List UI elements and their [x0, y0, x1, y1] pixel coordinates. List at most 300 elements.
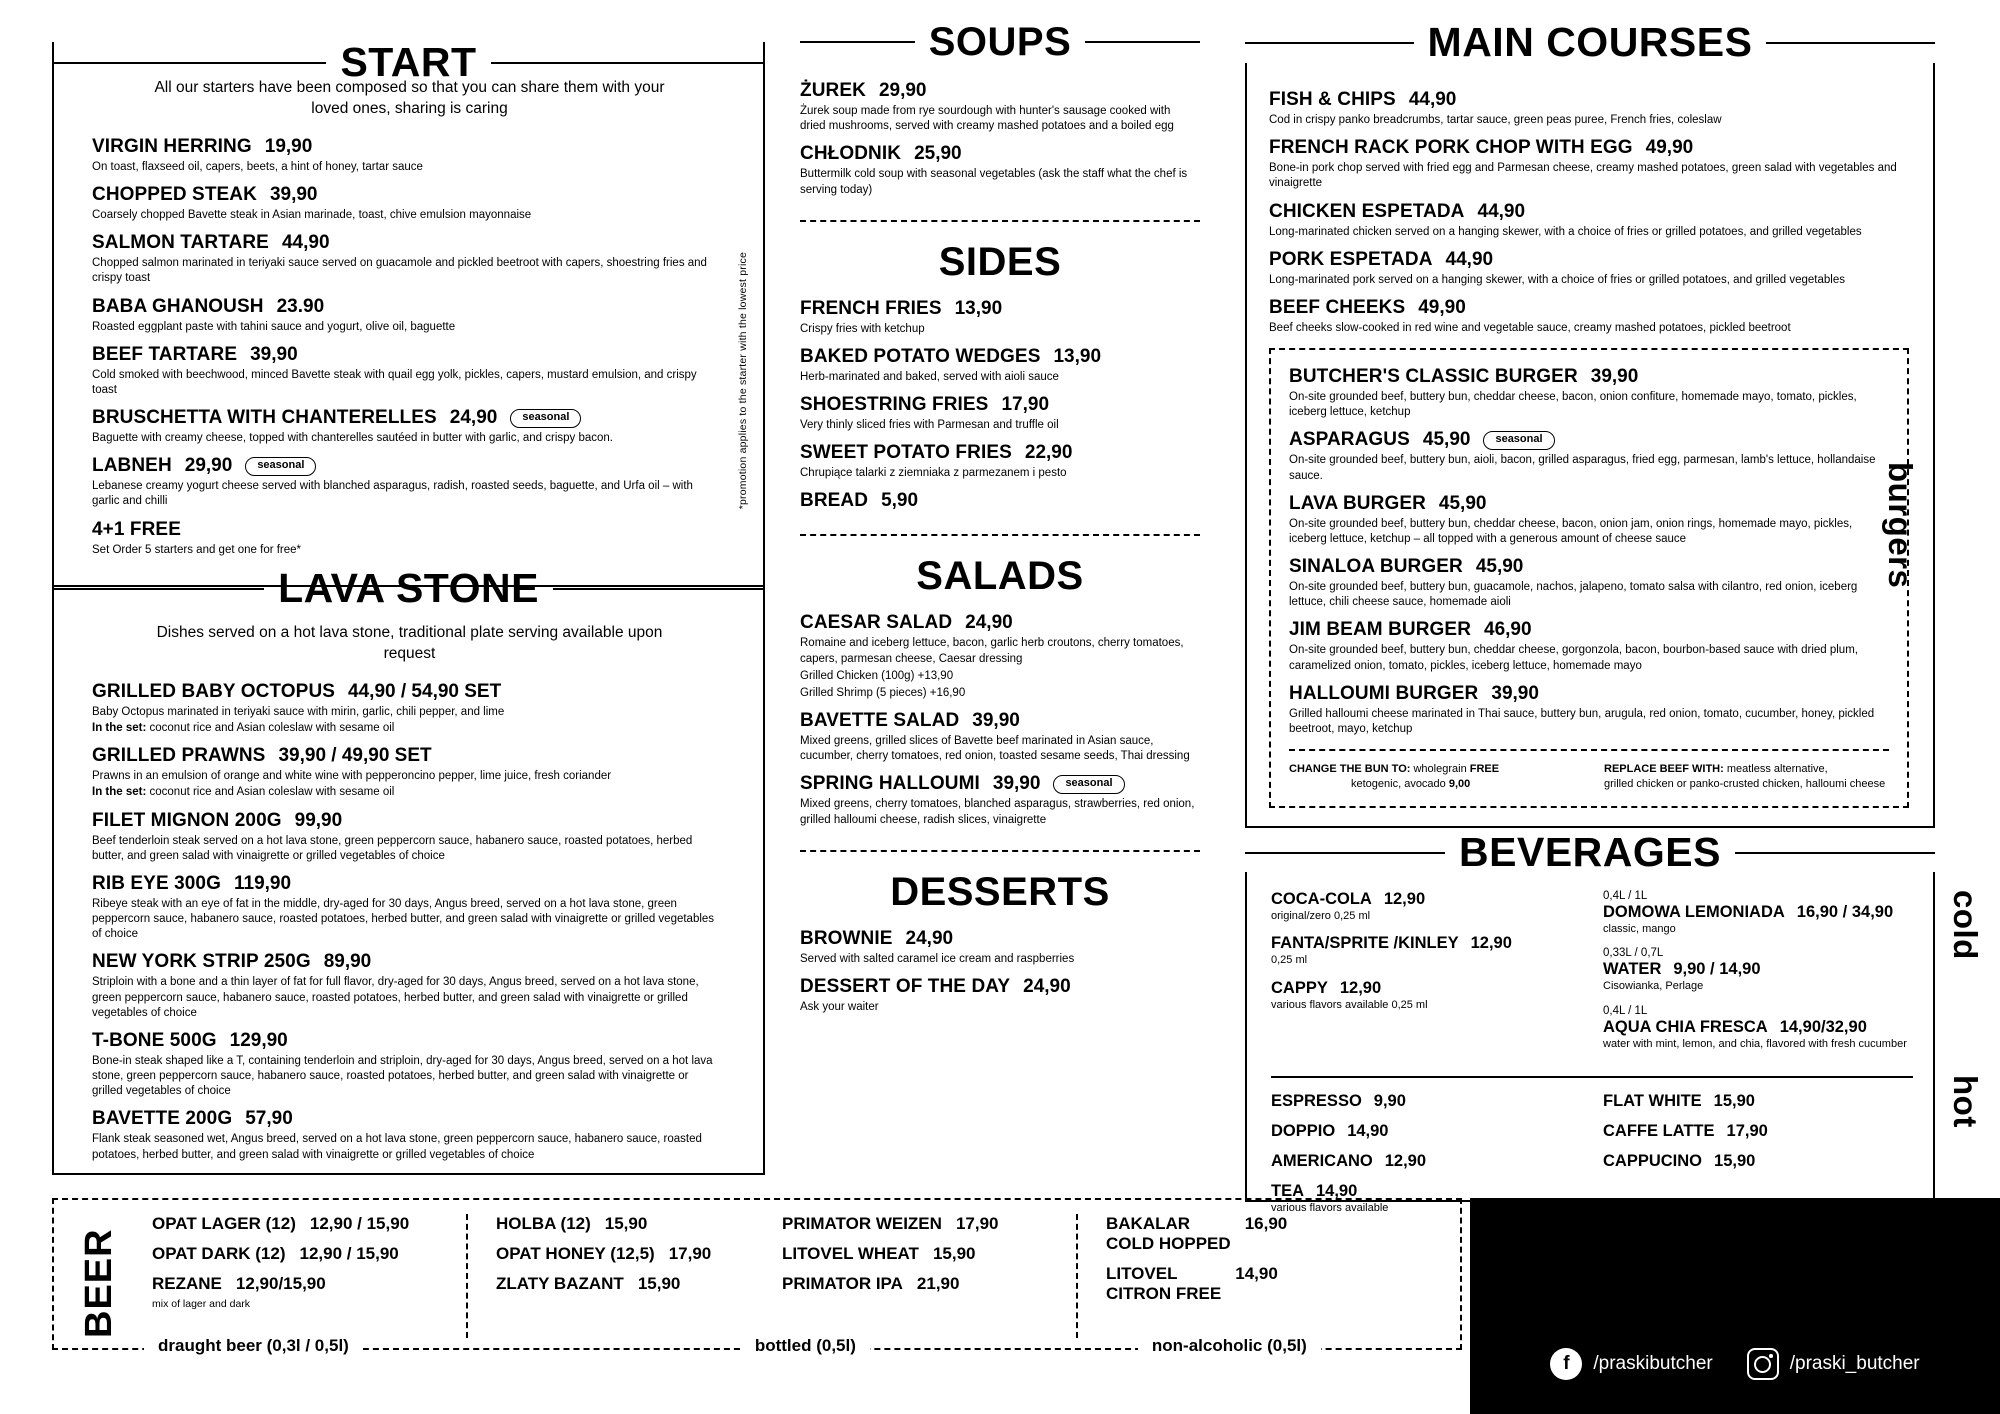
- menu-item-description: Ribeye steak with an eye of fat in the middle, dry-aged for 30 days, Angus breed, served on a hot lava stone, green peppercorn sauce, habanero sauce, roasted potatoes, herbed butter, and green salad with vinaigrette or grilled vegetables of choice: [92, 897, 715, 941]
- menu-item-price: 39,90: [250, 343, 298, 365]
- menu-item-price: 44,90: [1408, 89, 1457, 110]
- beverage-description: water with mint, lemon, and chia, flavored with fresh cucumber: [1603, 1037, 1907, 1050]
- burger-options: [1289, 762, 1889, 792]
- menu-item-row: [92, 951, 727, 973]
- beverage-name: AMERICANO: [1271, 1151, 1373, 1170]
- beer-item: [1106, 1214, 1380, 1254]
- change-bun-option: [1289, 762, 1574, 792]
- section-header-main-courses: [1245, 19, 1935, 65]
- beer-item: [496, 1274, 750, 1294]
- section-header-soups: [800, 22, 1200, 62]
- facebook-handle: /praskibutcher: [1593, 1353, 1713, 1374]
- beverage-item: [1271, 890, 1581, 923]
- beer-price: 15,90: [637, 1274, 681, 1293]
- beverage-row: [1603, 1018, 1913, 1037]
- beer-item: [782, 1214, 1060, 1234]
- beverage-name: COCA-COLA: [1271, 890, 1372, 908]
- beverage-description: various flavors available 0,25 ml: [1271, 998, 1428, 1011]
- menu-item: [92, 681, 727, 736]
- sides-title: SIDES: [938, 239, 1062, 284]
- menu-item-description: Mixed greens, grilled slices of Bavette beef marinated in Asian sauce, cucumber, cherry tomatoes, red onion, toasted sesame seeds, Thai dressing: [800, 735, 1190, 763]
- soups-title: SOUPS: [928, 20, 1072, 64]
- menu-item-row: [1289, 493, 1889, 515]
- menu-item-description: Romaine and iceberg lettuce, bacon, garlic herb croutons, cherry tomatoes, capers, parmesan cheese, Caesar dressing: [800, 637, 1184, 665]
- beverage-item: [1603, 1152, 1913, 1171]
- menu-item: [1269, 201, 1909, 240]
- beverage-item: [1271, 1152, 1581, 1171]
- menu-item-name: BRUSCHETTA WITH CHANTERELLES: [92, 407, 437, 429]
- section-header-sides: [800, 239, 1200, 284]
- beer-item: [152, 1244, 450, 1264]
- menu-item: [92, 745, 727, 800]
- menu-item-price: 45,90: [1422, 429, 1471, 451]
- menu-item-description: Roasted eggplant paste with tahini sauce and yogurt, olive oil, baguette: [92, 320, 456, 333]
- beer-name: PRIMATOR IPA: [782, 1274, 903, 1293]
- menu-item-price: 39,90: [1491, 682, 1539, 704]
- beverage-item: [1603, 1092, 1913, 1111]
- header-rule-left: [1245, 42, 1414, 44]
- menu-item-row: [800, 773, 1200, 795]
- menu-item-name: BEEF TARTARE: [92, 343, 238, 365]
- beer-note: mix of lager and dark: [152, 1298, 251, 1310]
- menu-item: [92, 1030, 727, 1100]
- beverage-item: [1603, 1122, 1913, 1141]
- menu-item-price: 89,90: [323, 951, 372, 973]
- menu-item-price: 13,90: [954, 297, 1003, 319]
- beer-name: LITOVEL WHEAT: [782, 1244, 919, 1263]
- header-rule-left: [1245, 852, 1445, 854]
- menu-item-name: CHICKEN ESPETADA: [1269, 200, 1465, 222]
- beer-bottled-a-column: [466, 1214, 766, 1338]
- menu-item: [1289, 556, 1889, 610]
- beverage-row: [1271, 1122, 1581, 1141]
- menu-item-name: GRILLED BABY OCTOPUS: [92, 680, 336, 702]
- beverage-row: [1271, 1152, 1581, 1171]
- menu-item: [92, 407, 727, 446]
- change-bun-label: CHANGE THE BUN TO:: [1289, 763, 1411, 776]
- menu-item-set-info: In the set: coconut rice and Asian coleslaw with sesame oil: [92, 722, 395, 735]
- beverage-price: 9,90: [1373, 1091, 1406, 1110]
- menu-item: [1289, 429, 1889, 483]
- menu-item-name: T-BONE 500G: [92, 1029, 217, 1051]
- beer-name: OPAT DARK (12): [152, 1244, 286, 1263]
- menu-item-name: CHOPPED STEAK: [92, 184, 257, 206]
- menu-item: [92, 810, 727, 864]
- menu-item-description: On-site grounded beef, buttery bun, cheddar cheese, bacon, onion confiture, homemade mayo, tomato, pickles, iceberg lettuce, ketchup: [1289, 391, 1857, 419]
- beer-item: [1106, 1264, 1380, 1304]
- menu-item-price: 57,90: [245, 1108, 293, 1130]
- menu-item-description: Bone-in pork chop served with fried egg and Parmesan cheese, creamy mashed potatoes, green salad with vegetables and vinaigrette: [1269, 162, 1897, 190]
- right-column: [1245, 19, 1935, 828]
- menu-item-name: DESSERT OF THE DAY: [800, 975, 1011, 997]
- menu-item-price: 44,90: [1477, 200, 1526, 222]
- menu-item-description: Very thinly sliced fries with Parmesan and truffle oil: [800, 419, 1059, 432]
- beverage-price: 12,90: [1470, 934, 1512, 953]
- menu-item-description: Beef tenderloin steak served on a hot lava stone, green peppercorn sauce, habanero sauce, roasted potatoes, herbed butter, and green salad with vinaigrette or grilled vegetables of choice: [92, 834, 693, 862]
- beverage-item: [1271, 1092, 1581, 1111]
- beverage-row: [1271, 890, 1581, 909]
- beverage-item: [1271, 979, 1581, 1012]
- menu-item-name: BREAD: [800, 490, 869, 512]
- caption-bottled: bottled (0,5l): [741, 1336, 870, 1356]
- lava-stone-section: [52, 587, 765, 1175]
- beverage-price: 15,90: [1713, 1091, 1755, 1110]
- menu-item-row: [92, 455, 727, 477]
- menu-item-price: 39,90: [269, 184, 318, 206]
- menu-item-set-info: In the set: coconut rice and Asian coleslaw with sesame oil: [92, 786, 395, 799]
- beverage-item: [1271, 1122, 1581, 1141]
- menu-item-row: [800, 976, 1200, 998]
- menu-item-name: CAESAR SALAD: [800, 612, 953, 634]
- beer-name: OPAT LAGER (12): [152, 1214, 296, 1233]
- menu-item-name: BABA GHANOUSH: [92, 295, 264, 317]
- sides-items-list: [800, 298, 1200, 513]
- menu-item-description: On toast, flaxseed oil, capers, beets, a hint of honey, tartar sauce: [92, 160, 423, 173]
- menu-item-price: 119,90: [233, 872, 292, 894]
- lava-items-list: [92, 681, 727, 1163]
- menu-item-name: JIM BEAM BURGER: [1289, 619, 1472, 641]
- menu-item: [1269, 297, 1909, 336]
- menu-item-row: [800, 928, 1200, 950]
- menu-item-row: [92, 344, 727, 366]
- header-rule-right: [1735, 852, 1935, 854]
- main-items-list: [1269, 89, 1909, 336]
- section-header-desserts: [800, 869, 1200, 914]
- instagram-icon: [1747, 1348, 1779, 1380]
- menu-item-description: Mixed greens, cherry tomatoes, blanched asparagus, strawberries, red onion, grilled halloumi cheese, radish slices, vinaigrette: [800, 798, 1195, 826]
- caption-draught: draught beer (0,3l / 0,5l): [144, 1336, 363, 1356]
- beer-price: 21,90: [916, 1274, 960, 1293]
- cold-side-label: cold: [1947, 890, 1984, 960]
- beverage-name: DOPPIO: [1271, 1121, 1336, 1140]
- beverages-divider: [1271, 1076, 1913, 1078]
- menu-item-row: [92, 136, 727, 158]
- menu-item-price: 44,90: [1445, 248, 1494, 270]
- menu-item-name: ASPARAGUS: [1289, 429, 1410, 451]
- divider-sides-salads: [800, 534, 1200, 536]
- menu-item-description: Cold smoked with beechwood, minced Bavette steak with quail egg yolk, pickles, capers, mustard emulsion, and crispy toast: [92, 368, 697, 396]
- menu-item-price: 24,90: [905, 927, 954, 949]
- replace-beef-label: REPLACE BEEF WITH:: [1604, 763, 1724, 776]
- menu-item: [1289, 493, 1889, 547]
- menu-item-description: Crispy fries with ketchup: [800, 322, 925, 335]
- beer-price: 12,90/15,90: [235, 1274, 326, 1293]
- beer-price: 15,90: [932, 1244, 976, 1263]
- menu-item-description: Flank steak seasoned wet, Angus breed, served on a hot lava stone, green peppercorn sauce, habanero sauce, roasted potatoes, herbed butter, and green salad with vinaigrette or grilled vegetables of choice: [92, 1133, 702, 1161]
- menu-item-row: [800, 612, 1200, 634]
- menu-item-row: [92, 1108, 727, 1130]
- menu-item-name: SHOESTRING FRIES: [800, 394, 989, 416]
- menu-item: [800, 143, 1200, 197]
- beer-name: LITOVEL CITRON FREE: [1106, 1264, 1222, 1303]
- beer-word: BEER: [78, 1228, 120, 1338]
- beverage-name: WATER: [1603, 960, 1662, 979]
- replace-beef-option: [1604, 762, 1889, 792]
- menu-item-price: 39,90 / 49,90 SET: [278, 745, 432, 767]
- menu-item-price: 99,90: [294, 809, 343, 831]
- cold-beverages: [1271, 890, 1913, 1062]
- menu-item: [92, 136, 727, 175]
- menu-item-row: [92, 745, 727, 767]
- beverage-name: AQUA CHIA FRESCA: [1603, 1017, 1768, 1036]
- menu-item-row: [800, 442, 1200, 464]
- menu-item: [92, 951, 727, 1021]
- beverage-row: [1603, 903, 1913, 922]
- menu-item-description: Lebanese creamy yogurt cheese served with blanched asparagus, radish, roasted seeds, baguette, and Urfa oil – with garlic and chilli: [92, 480, 693, 508]
- beverage-description: Cisowianka, Perlage: [1603, 980, 1704, 993]
- menu-item-description: Cod in crispy panko breadcrumbs, tartar sauce, green peas puree, French fries, coleslaw: [1269, 114, 1722, 126]
- header-rule-right: [1085, 41, 1200, 43]
- menu-item-row: [92, 810, 727, 832]
- menu-item-name: FILET MIGNON 200G: [92, 809, 282, 831]
- menu-item-price: 44,90: [281, 232, 330, 254]
- beer-item: [496, 1214, 750, 1234]
- menu-item-price: 25,90: [914, 143, 962, 165]
- menu-item: [1269, 249, 1909, 288]
- beer-inner: [54, 1200, 1460, 1348]
- cold-left-column: [1271, 890, 1581, 1062]
- menu-item-name: PORK ESPETADA: [1269, 248, 1433, 270]
- menu-item-price: 5,90: [881, 490, 919, 512]
- menu-item-row: [1269, 201, 1909, 223]
- beverage-item: [1603, 1005, 1913, 1051]
- salads-title: SALADS: [916, 554, 1084, 599]
- beverage-price: 14,90: [1347, 1121, 1389, 1140]
- beverage-name: FANTA/SPRITE /KINLEY: [1271, 934, 1459, 953]
- menu-item: [92, 519, 727, 558]
- beverage-row: [1603, 960, 1913, 979]
- instagram-link[interactable]: [1747, 1348, 1920, 1380]
- menu-item-price: 46,90: [1484, 619, 1532, 641]
- menu-item-price: 23.90: [276, 295, 325, 317]
- seasonal-badge: seasonal: [245, 457, 316, 476]
- menu-item-row: [92, 184, 727, 206]
- menu-item-price: 39,90: [992, 773, 1041, 795]
- change-bun-bold-a: FREE: [1469, 763, 1500, 776]
- menu-item: [800, 490, 1200, 512]
- beer-price: 17,90: [668, 1244, 712, 1263]
- menu-item: [800, 442, 1200, 481]
- menu-item: [800, 928, 1200, 967]
- beverage-price: 12,90: [1339, 978, 1382, 997]
- beer-price: 17,90: [955, 1214, 999, 1233]
- burger-options-divider: [1289, 749, 1889, 751]
- divider-salads-desserts: [800, 850, 1200, 852]
- replace-beef-text-b: grilled chicken or panko-crusted chicken, halloumi cheese: [1604, 777, 1886, 790]
- menu-item-name: VIRGIN HERRING: [92, 135, 252, 157]
- menu-item-price: 49,90: [1418, 296, 1466, 318]
- beer-non-alcoholic-column: [1076, 1214, 1396, 1338]
- menu-item: [800, 612, 1200, 701]
- beverage-price: 16,90 / 34,90: [1796, 903, 1894, 921]
- desserts-title: DESSERTS: [890, 869, 1110, 914]
- menu-item-description: On-site grounded beef, buttery bun, aioli, bacon, grilled asparagus, fried egg, parmesan, lamb's lettuce, hollandaise sauce.: [1289, 454, 1876, 482]
- menu-item-row: [92, 873, 727, 895]
- beer-section: [52, 1198, 1462, 1350]
- menu-item: [1289, 683, 1889, 737]
- beverage-price: 14,90/32,90: [1779, 1017, 1867, 1036]
- beverage-row: [1271, 934, 1581, 953]
- menu-item-name: NEW YORK STRIP 250G: [92, 951, 311, 973]
- beverage-volume: 0,33L / 0,7L: [1603, 947, 1664, 960]
- menu-item-name: SINALOA BURGER: [1289, 556, 1463, 578]
- menu-item-name: GRILLED PRAWNS: [92, 745, 266, 767]
- menu-item-name: BAVETTE 200G: [92, 1108, 233, 1130]
- menu-item-description: Long-marinated chicken served on a hanging skewer, with a choice of fries or grilled potatoes, and grilled vegetables: [1269, 225, 1862, 238]
- menu-item-row: [92, 407, 727, 429]
- beer-bottled-b-column: [766, 1214, 1076, 1338]
- beverage-row: [1603, 1092, 1913, 1111]
- menu-item-price: 49,90: [1645, 137, 1694, 159]
- beverage-price: 17,90: [1726, 1121, 1768, 1140]
- menu-item-name: FRENCH RACK PORK CHOP WITH EGG: [1269, 137, 1633, 159]
- menu-item: [1269, 137, 1909, 191]
- beverage-item: [1603, 890, 1913, 936]
- cold-right-column: [1603, 890, 1913, 1062]
- beverage-row: [1603, 1152, 1913, 1171]
- burgers-box: [1269, 348, 1909, 808]
- menu-item-name: FRENCH FRIES: [800, 297, 942, 319]
- menu-item-description: Chopped salmon marinated in teriyaki sauce served on guacamole and pickled beetroot with capers, shoestring fries and crispy toast: [92, 257, 707, 285]
- menu-item-row: [800, 490, 1200, 512]
- menu-item: [1289, 366, 1889, 420]
- menu-item-price: 29,90: [878, 80, 927, 101]
- menu-item-row: [92, 519, 727, 541]
- beverage-volume: 0,4L / 1L: [1603, 1004, 1648, 1017]
- menu-item-price: 39,90: [972, 710, 1020, 732]
- beverages-section: [1245, 872, 1935, 1214]
- menu-item-description: Long-marinated pork served on a hanging skewer, with a choice of fries or grilled potatoes, and grilled vegetables: [1269, 273, 1845, 286]
- beer-name: REZANE: [152, 1274, 222, 1293]
- change-bun-bold-b: 9,00: [1448, 777, 1471, 790]
- beverage-name: CAPPY: [1271, 978, 1328, 997]
- facebook-link[interactable]: [1550, 1348, 1712, 1380]
- beer-price: 14,90: [1235, 1264, 1278, 1283]
- beverage-name: ESPRESSO: [1271, 1091, 1362, 1110]
- menu-item-description: Herb-marinated and baked, served with aioli sauce: [800, 370, 1059, 383]
- menu-item-row: [800, 143, 1200, 165]
- menu-item-description: Ask your waiter: [800, 1000, 879, 1013]
- menu-item-description: On-site grounded beef, buttery bun, cheddar cheese, gorgonzola, bacon, bourbon-based sauce with dried plum, caramelized onion, tomato, pickles, iceberg lettuce, homemade mayo: [1289, 644, 1858, 672]
- menu-item-name: BAVETTE SALAD: [800, 710, 960, 732]
- menu-item-description: On-site grounded beef, buttery bun, guacamole, nachos, jalapeno, tomato salsa with cilantro, red onion, iceberg lettuce, chili cheese sauce, homemade aioli: [1289, 581, 1858, 609]
- menu-item-name: 4+1 FREE: [92, 518, 181, 540]
- menu-item: [800, 298, 1200, 337]
- burgers-side-label: burgers: [1882, 462, 1919, 589]
- menu-item-description: On-site grounded beef, buttery bun, cheddar cheese, bacon, onion jam, onion rings, homemade mayo, pickles, iceberg lettuce, ketchup – all topped with a generous amount of cheese sauce: [1289, 517, 1853, 545]
- replace-beef-text-a: meatless alternative,: [1723, 763, 1828, 776]
- menu-item: [92, 232, 727, 286]
- menu-item-name: RIB EYE 300G: [92, 872, 221, 894]
- beverage-description: 0,25 ml: [1271, 954, 1308, 967]
- beer-name: HOLBA (12): [496, 1214, 591, 1233]
- menu-item-description: Coarsely chopped Bavette steak in Asian marinade, toast, chive emulsion mayonnaise: [92, 209, 532, 222]
- menu-item-description: Served with salted caramel ice cream and raspberries: [800, 952, 1075, 965]
- beverage-price: 12,90: [1383, 890, 1426, 908]
- menu-item-row: [1289, 683, 1889, 705]
- menu-item: [92, 184, 727, 223]
- beverage-price: 9,90 / 14,90: [1673, 960, 1761, 979]
- menu-item-price: 19,90: [264, 135, 313, 157]
- beverage-row: [1603, 1122, 1913, 1141]
- menu-item-name: HALLOUMI BURGER: [1289, 682, 1479, 704]
- beer-draught-column: [136, 1214, 466, 1338]
- menu-item-name: SWEET POTATO FRIES: [800, 442, 1012, 464]
- promotion-note: *promotion applies to the starter with the lowest price: [737, 252, 749, 510]
- menu-item-name: BEEF CHEEKS: [1269, 296, 1406, 318]
- menu-item-row: [1269, 137, 1909, 159]
- main-courses-section: [1245, 63, 1935, 828]
- start-inner: [54, 39, 763, 558]
- menu-item-name: ŻUREK: [800, 80, 866, 101]
- menu-item-description: Striploin with a bone and a thin layer of fat for full flavor, dry-aged for 30 days, Angus breed, served on a hot lava stone, green peppercorn sauce, habanero sauce, roasted potatoes, herbed butter, and green salad with vinaigrette or grilled vegetables of choice: [92, 976, 699, 1019]
- beverage-price: 14,90: [1316, 1181, 1358, 1200]
- beverage-description: classic, mango: [1603, 923, 1676, 935]
- menu-item-row: [92, 1030, 727, 1052]
- menu-item-row: [1289, 366, 1889, 388]
- beer-captions: [52, 1336, 1462, 1356]
- soups-items-list: [800, 80, 1200, 198]
- beer-name: ZLATY BAZANT: [496, 1274, 624, 1293]
- beer-item: [496, 1244, 750, 1264]
- menu-item-name: BROWNIE: [800, 927, 893, 949]
- beverage-row: [1271, 979, 1581, 998]
- menu-item-description: Set Order 5 starters and get one for free*: [92, 543, 302, 556]
- lava-stone-title: LAVA STONE: [278, 565, 539, 611]
- menu-item: [92, 1108, 727, 1162]
- beer-price: 15,90: [604, 1214, 648, 1233]
- menu-item-description: Baby Octopus marinated in teriyaki sauce with mirin, garlic, chili pepper, and lime: [92, 705, 505, 718]
- menu-item-row: [1269, 89, 1909, 111]
- menu-item: [800, 346, 1200, 385]
- hot-side-label: hot: [1947, 1075, 1984, 1128]
- menu-item-price: 44,90 / 54,90 SET: [348, 680, 502, 702]
- beverage-volume: 0,4L / 1L: [1603, 890, 1648, 902]
- beverage-price: 15,90: [1714, 1151, 1756, 1170]
- menu-item-row: [92, 681, 727, 703]
- menu-item-price: 45,90: [1475, 556, 1524, 578]
- menu-item-name: SALMON TARTARE: [92, 232, 269, 254]
- beverage-description: original/zero 0,25 ml: [1271, 910, 1371, 922]
- menu-item-description: Grilled halloumi cheese marinated in Thai sauce, buttery bun, arugula, red onion, tomato, cucumber, honey, pickled beetroot, mayo, ketchup: [1289, 707, 1875, 735]
- beverage-name: TEA: [1271, 1181, 1304, 1200]
- menu-item-name: LAVA BURGER: [1289, 492, 1426, 514]
- menu-item-price: 24,90: [1023, 975, 1071, 997]
- menu-item: [1269, 89, 1909, 128]
- start-title: START: [340, 39, 477, 85]
- beverage-item: [1603, 947, 1913, 993]
- menu-item-row: [1289, 429, 1889, 451]
- menu-item-description: Prawns in an emulsion of orange and white wine with pepperoncino pepper, lime juice, fresh coriander: [92, 770, 612, 783]
- menu-item-row: [800, 710, 1200, 732]
- lava-inner: [54, 587, 763, 1163]
- main-courses-title: MAIN COURSES: [1427, 19, 1753, 65]
- social-block: [1470, 1198, 2000, 1414]
- menu-item-row: [92, 232, 727, 254]
- menu-item: [800, 80, 1200, 134]
- beverage-description: various flavors available: [1271, 1201, 1389, 1214]
- menu-item-row: [800, 394, 1200, 416]
- instagram-handle: /praski_butcher: [1789, 1353, 1920, 1374]
- menu-item-price: 22,90: [1024, 442, 1073, 464]
- menu-item-description: Bone-in steak shaped like a T, containing tenderloin and striploin, dry-aged for 30 days, Angus breed, served on a hot lava stone, green peppercorn sauce, habanero sauce, roasted potatoes, herbed butter, and green salad with vinaigrette or grilled vegetables of choice: [92, 1054, 713, 1098]
- start-section: [52, 39, 765, 587]
- menu-item-price: 29,90: [184, 455, 233, 477]
- beverages-title: BEVERAGES: [1459, 829, 1721, 875]
- section-header-salads: [800, 554, 1200, 599]
- lava-intro: Dishes served on a hot lava stone, traditional plate serving available upon request: [156, 624, 663, 662]
- divider-soups-sides: [800, 220, 1200, 222]
